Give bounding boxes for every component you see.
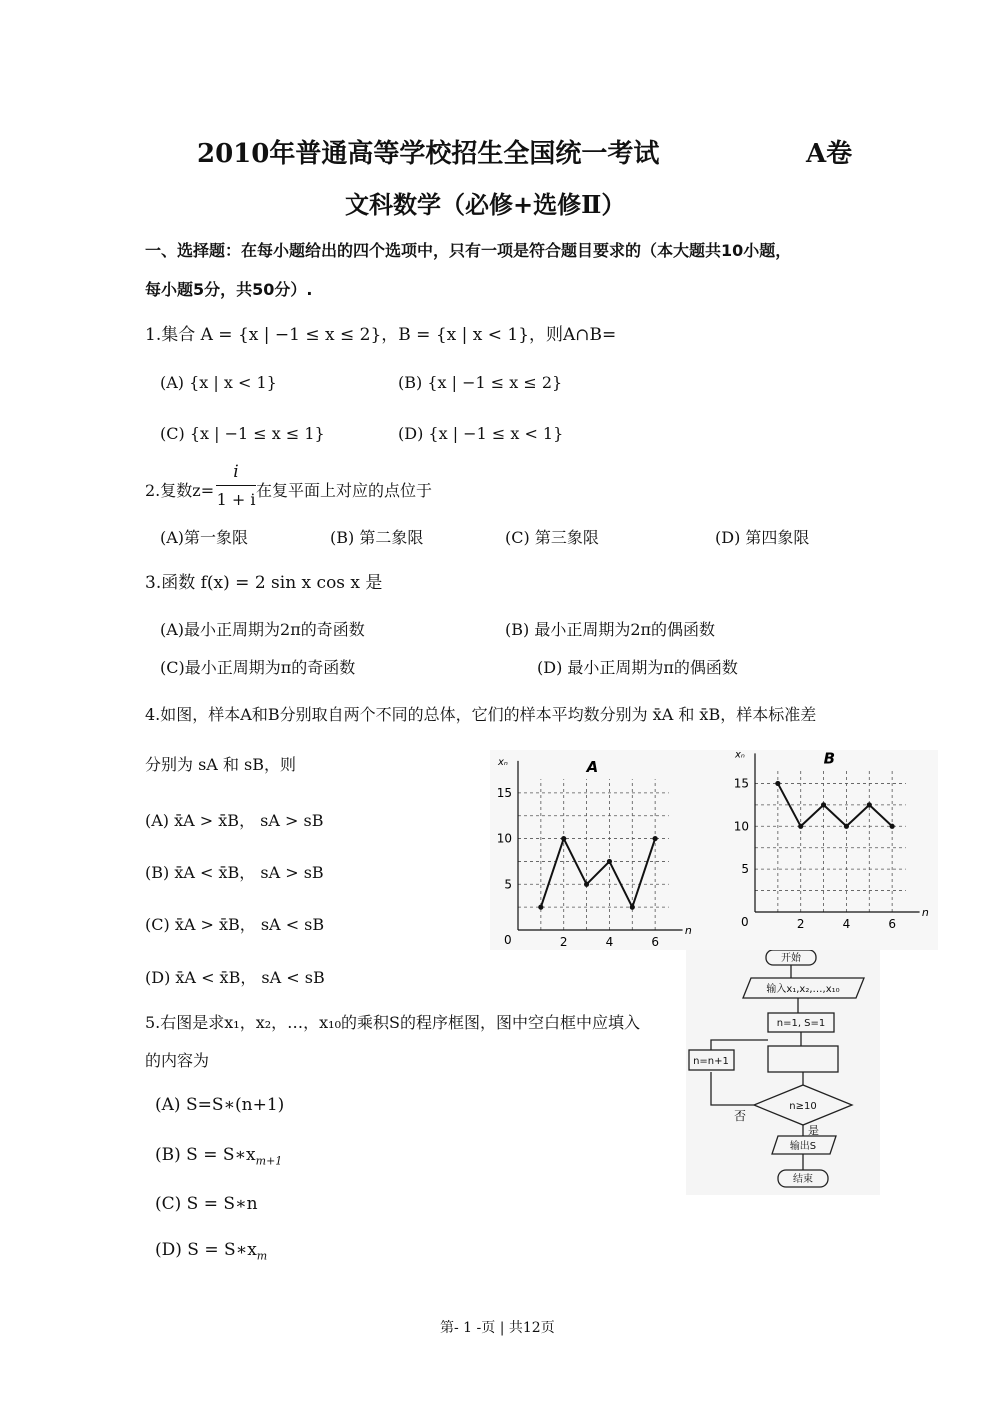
q2-fraction-denominator: 1 + i bbox=[216, 490, 256, 509]
q4-figure bbox=[490, 750, 938, 950]
q4-option-a: (A) x̄A > x̄B， sA > sB bbox=[145, 811, 324, 830]
q3-option-d: (D) 最小正周期为π的偶函数 bbox=[537, 658, 738, 677]
q3-option-b: (B) 最小正周期为2π的偶函数 bbox=[505, 620, 716, 639]
chart-a-series-line bbox=[541, 839, 655, 908]
chart-a-data-point bbox=[584, 882, 589, 887]
exam-subtitle: 文科数学（必修+选修Ⅱ） bbox=[345, 190, 626, 219]
flowchart-blank-node bbox=[768, 1046, 838, 1072]
chart-b-title: B bbox=[823, 750, 836, 768]
q5-option-d-subscript: m bbox=[256, 1249, 268, 1263]
q4-stem-line2: 分别为 sA 和 sB，则 bbox=[145, 755, 296, 774]
q3-stem: 3.函数 f(x) = 2 sin x cos x 是 bbox=[145, 573, 383, 593]
flowchart-svg bbox=[686, 950, 880, 1195]
chart-a-xtick-label: 2 bbox=[559, 935, 568, 949]
q2-option-d: (D) 第四象限 bbox=[715, 528, 810, 547]
q1-option-b: (B) {x | −1 ≤ x ≤ 2} bbox=[398, 373, 563, 392]
chart-b-data-point bbox=[775, 781, 780, 786]
page-footer: 第- 1 -页 | 共12页 bbox=[440, 1320, 555, 1336]
q5-option-c: (C) S = S∗n bbox=[155, 1194, 258, 1214]
flowchart-yes-label: 是 bbox=[808, 1124, 819, 1137]
q1-option-a: (A) {x | x < 1} bbox=[160, 373, 277, 392]
q3-option-c: (C)最小正周期为π的奇函数 bbox=[160, 658, 356, 677]
chart-a-data-point bbox=[538, 905, 543, 910]
q5-option-b: (B) $S = S∗x_{m+1}$ bbox=[155, 1145, 283, 1168]
chart-a-data-point bbox=[653, 836, 658, 841]
chart-a-ytick-label: 5 bbox=[504, 877, 512, 892]
q4-charts-svg bbox=[490, 750, 938, 950]
q4-option-b: (B) x̄A < x̄B， sA > sB bbox=[145, 863, 324, 882]
q1-option-d: (D) {x | −1 ≤ x < 1} bbox=[398, 424, 564, 443]
flowchart-no-path bbox=[711, 1072, 754, 1105]
chart-b-xtick-label: 4 bbox=[842, 917, 851, 931]
section-instructions-line2: 每小题5分，共50分）. bbox=[145, 280, 313, 299]
q1-option-c: (C) {x | −1 ≤ x ≤ 1} bbox=[160, 424, 325, 443]
chart-a-ylabel: xₙ bbox=[498, 756, 508, 768]
chart-a-data-point bbox=[561, 836, 566, 841]
chart-a-ytick-label: 10 bbox=[496, 831, 512, 846]
chart-b-ytick-label: 15 bbox=[733, 776, 749, 791]
flowchart-output-label: 输出S bbox=[789, 1141, 817, 1152]
q4-stem-line1: 4.如图，样本A和B分别取自两个不同的总体，它们的样本平均数分别为 x̄A 和 x̄B，样本标准差 bbox=[145, 705, 817, 724]
chart-b-data-point bbox=[821, 802, 826, 807]
chart-b-xtick-label: 6 bbox=[888, 917, 896, 931]
section-instructions-line1: 一、选择题：在每小题给出的四个选项中，只有一项是符合题目要求的（本大题共10小题， bbox=[145, 241, 792, 260]
chart-a-xtick-label: 6 bbox=[651, 935, 659, 949]
flowchart-init-label: n=1, S=1 bbox=[776, 1018, 826, 1029]
flowchart-input-label: 输入x₁,x₂,…,x₁₀ bbox=[766, 984, 840, 995]
q2-option-b: (B) 第二象限 bbox=[330, 528, 424, 547]
paper-version: A卷 bbox=[806, 139, 853, 169]
chart-b-data-point bbox=[890, 824, 895, 829]
exam-title: 2010年普通高等学校招生全国统一考试 bbox=[197, 139, 660, 169]
chart-b-xtick-label: 2 bbox=[796, 917, 805, 931]
chart-a-data-point bbox=[607, 859, 612, 864]
q5-option-d: (D) $S = S∗x_m$ bbox=[155, 1240, 268, 1263]
q2-option-c: (C) 第三象限 bbox=[505, 528, 599, 547]
chart-a-ytick-label: 15 bbox=[496, 785, 512, 800]
chart-b-origin-label: 0 bbox=[741, 915, 749, 929]
flowchart-loop-path bbox=[711, 1040, 768, 1050]
chart-a-xlabel: n bbox=[684, 924, 692, 937]
chart-a-title: A bbox=[586, 757, 599, 776]
chart-b-xlabel: n bbox=[921, 906, 929, 919]
q2-fraction-numerator: i bbox=[233, 462, 239, 482]
flowchart-end-label: 结束 bbox=[793, 1174, 813, 1185]
flowchart-condition-label: n≥10 bbox=[789, 1101, 817, 1112]
q1-stem: 1.集合 A = {x | −1 ≤ x ≤ 2}，B = {x | x < 1}，则A∩B= bbox=[145, 325, 617, 345]
q4-option-d: (D) x̄A < x̄B， sA < sB bbox=[145, 968, 325, 987]
q5-option-a: (A) S=S∗(n+1) bbox=[155, 1095, 285, 1115]
chart-a-xtick-label: 4 bbox=[605, 935, 614, 949]
q5-stem-line1: 5.右图是求x₁，x₂，…，x₁₀的乘积S的程序框图，图中空白框中应填入 bbox=[145, 1013, 640, 1032]
q5-flowchart bbox=[686, 950, 880, 1195]
chart-a-data-point bbox=[630, 905, 635, 910]
chart-a-origin-label: 0 bbox=[504, 933, 512, 947]
q5-option-b-subscript: m+1 bbox=[255, 1154, 283, 1168]
q2-option-a: (A)第一象限 bbox=[160, 528, 249, 547]
chart-b-data-point bbox=[844, 824, 849, 829]
chart-b-ytick-label: 5 bbox=[741, 862, 749, 877]
chart-b-ylabel: xₙ bbox=[735, 750, 745, 761]
q2-fraction-bar bbox=[216, 485, 256, 486]
flowchart-start-label: 开始 bbox=[781, 953, 801, 964]
flowchart-increment-label: n=n+1 bbox=[693, 1056, 729, 1067]
chart-b-data-point bbox=[798, 824, 803, 829]
q2-stem-pre: 2.复数z= bbox=[145, 481, 215, 500]
flowchart-no-label: 否 bbox=[734, 1109, 747, 1123]
q4-option-c: (C) x̄A > x̄B， sA < sB bbox=[145, 915, 325, 934]
q3-option-a: (A)最小正周期为2π的奇函数 bbox=[160, 620, 365, 639]
q5-stem-line2: 的内容为 bbox=[145, 1051, 210, 1070]
q2-stem-post: 在复平面上对应的点位于 bbox=[256, 481, 433, 500]
chart-b-data-point bbox=[867, 802, 872, 807]
chart-b-ytick-label: 10 bbox=[733, 819, 749, 834]
